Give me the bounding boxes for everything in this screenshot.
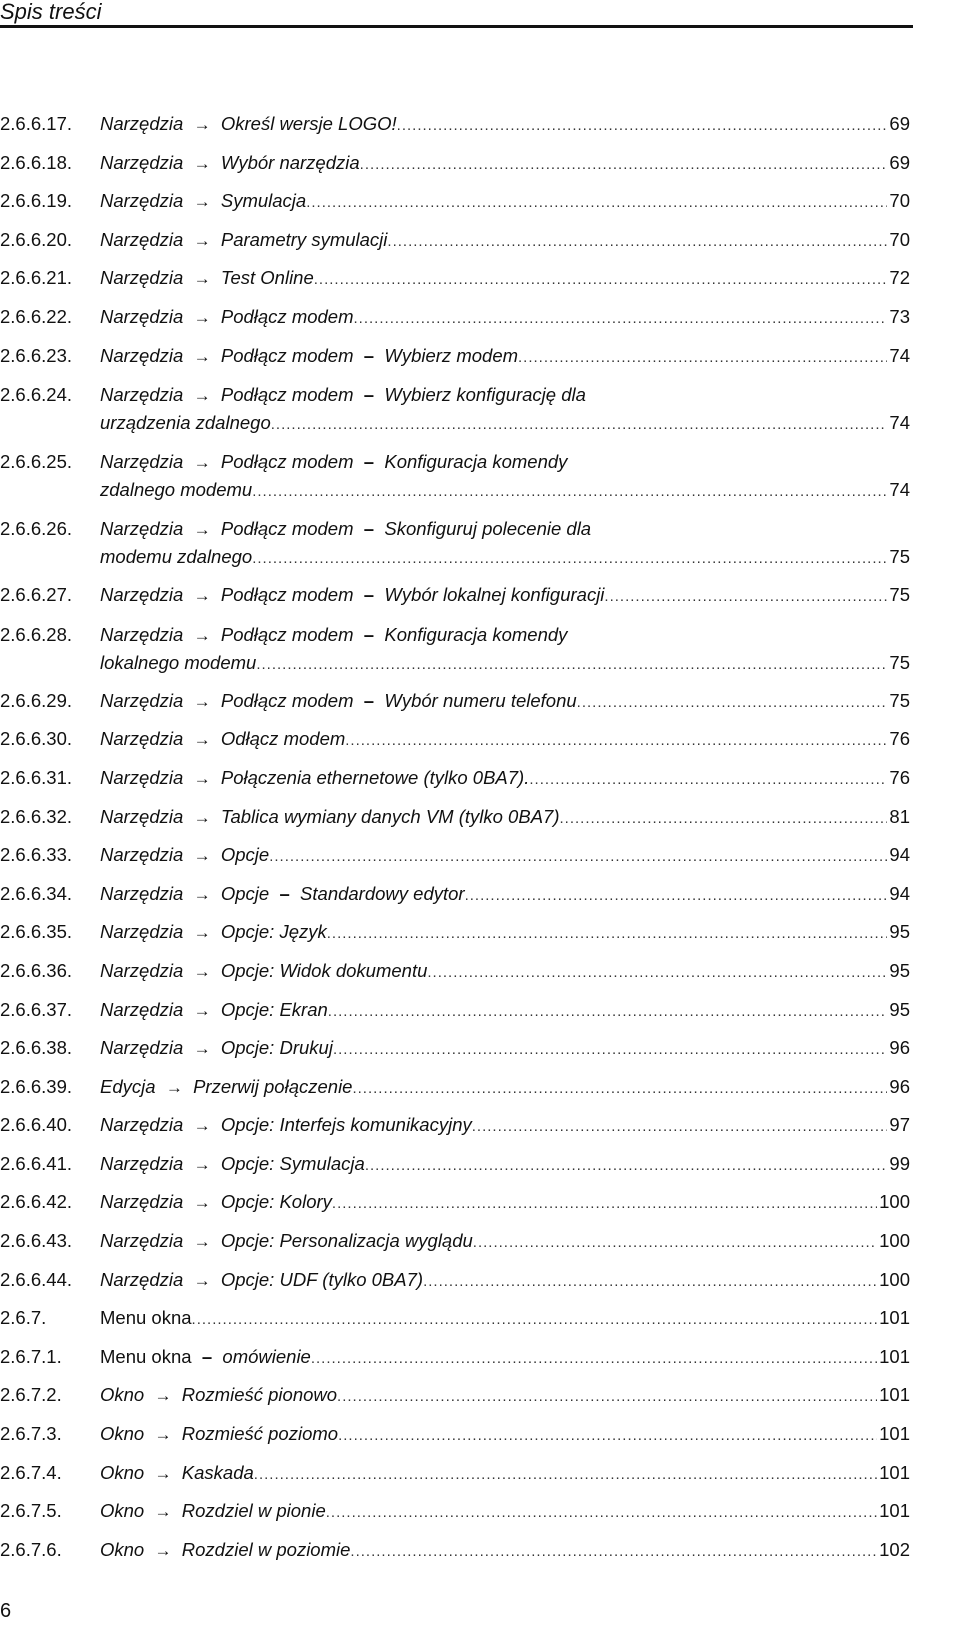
arrow-right-icon: → — [193, 520, 211, 540]
dot-leader — [271, 411, 888, 438]
header-divider — [0, 25, 913, 28]
dot-leader — [326, 1495, 877, 1532]
toc-entry[interactable] — [0, 1030, 910, 1069]
dot-leader — [518, 340, 887, 377]
toc-entry-text: Narzędzia — [100, 1152, 184, 1174]
toc-entry[interactable] — [0, 1300, 910, 1339]
toc-entry[interactable] — [0, 1339, 910, 1378]
toc-entry-number: 2.6.7.5. — [0, 1500, 62, 1522]
toc-entry-page: 73 — [889, 305, 910, 327]
toc-entry-page: 95 — [889, 959, 910, 981]
toc-entry[interactable] — [0, 1455, 910, 1494]
dot-leader — [473, 1225, 877, 1262]
dot-leader — [350, 1534, 877, 1571]
toc-entry-page: 94 — [889, 844, 910, 866]
arrow-right-icon: → — [154, 1425, 172, 1445]
toc-entry-page: 69 — [889, 113, 910, 134]
toc-entry[interactable] — [0, 1377, 910, 1416]
dash-separator: – — [279, 882, 290, 904]
dash-separator: – — [201, 1345, 213, 1367]
dot-leader — [604, 579, 887, 616]
arrow-right-icon: → — [193, 1154, 211, 1174]
arrow-right-icon: → — [193, 1193, 211, 1213]
arrow-right-icon: → — [193, 961, 211, 981]
dot-leader — [252, 478, 887, 505]
dot-leader — [256, 651, 887, 678]
toc-entry-number: 2.6.6.22. — [0, 305, 73, 327]
toc-entry-text: Skonfiguruj polecenie dla — [384, 518, 592, 540]
toc-entry-text: Opcje: UDF (tylko 0BA7) — [220, 1268, 424, 1290]
toc-entry-number: 2.6.6.17. — [0, 113, 73, 134]
toc-entry-text: Test Online — [220, 267, 314, 289]
toc-entry-page: 100 — [879, 1191, 910, 1213]
toc-entry-text: Narzędzia — [100, 518, 184, 540]
toc-entry[interactable] — [0, 145, 910, 184]
arrow-right-icon: → — [193, 846, 211, 866]
toc-entry-text: Podłącz modem — [220, 305, 354, 327]
toc-entry-page: 75 — [889, 689, 910, 711]
toc-entry-page: 76 — [889, 766, 910, 788]
toc-entry-page: 97 — [889, 1114, 910, 1136]
toc-entry-text: Narzędzia — [100, 998, 184, 1020]
toc-entry-text: Narzędzia — [100, 451, 184, 473]
toc-entry-number: 2.6.6.35. — [0, 921, 73, 943]
toc-entry-page: 101 — [879, 1345, 910, 1367]
toc-entry-page: 101 — [879, 1500, 910, 1522]
dash-separator: – — [363, 689, 375, 711]
toc-entry-page: 96 — [889, 1037, 910, 1059]
dot-leader — [529, 762, 887, 799]
arrow-right-icon: → — [193, 307, 211, 327]
toc-entry-page: 101 — [879, 1307, 910, 1329]
toc-entry-number: 2.6.6.40. — [0, 1114, 73, 1136]
arrow-right-icon: → — [193, 807, 211, 827]
toc-entry-number: 2.6.6.39. — [0, 1075, 73, 1097]
toc-entry-text: Opcje: Język — [220, 921, 327, 943]
toc-entry-number: 2.6.6.32. — [0, 805, 73, 827]
arrow-right-icon: → — [193, 1116, 211, 1136]
arrow-right-icon: → — [193, 691, 211, 711]
toc-entry-number: 2.6.6.24. — [0, 384, 73, 406]
toc-entry-text: Narzędzia — [100, 1230, 184, 1252]
toc-entry-text: Narzędzia — [100, 267, 184, 289]
dot-leader — [465, 878, 888, 915]
toc-entry-text: Opcje — [220, 844, 270, 866]
toc-entry-text: Narzędzia — [100, 384, 184, 406]
toc-entry-number: 2.6.6.42. — [0, 1191, 73, 1213]
toc-entry-text: Podłącz modem — [220, 689, 354, 711]
toc-entry-page: 102 — [879, 1538, 910, 1560]
toc-entry-page: 74 — [889, 344, 910, 366]
toc-entry-page: 101 — [879, 1384, 910, 1406]
toc-entry-text: Wybierz modem — [384, 344, 519, 366]
toc-entry-text: Wybór narzędzia — [220, 151, 360, 173]
toc-entry-text: Narzędzia — [100, 766, 184, 788]
toc-entry-text: Wybierz konfigurację dla — [384, 384, 586, 406]
toc-entry[interactable] — [0, 953, 910, 992]
toc-entry-number: 2.6.6.41. — [0, 1152, 73, 1174]
toc-entry-text: Narzędzia — [100, 959, 184, 981]
toc-entry-number: 2.6.6.34. — [0, 882, 73, 904]
toc-entry[interactable] — [0, 799, 910, 838]
dash-separator: – — [363, 451, 375, 473]
toc-entry-number: 2.6.7.6. — [0, 1538, 62, 1560]
toc-entry-text: Wybór lokalnej konfiguracji — [384, 584, 605, 606]
dot-leader — [354, 301, 888, 338]
toc-entry-text: Przerwij połączenie — [193, 1075, 353, 1097]
toc-entry[interactable] — [0, 992, 910, 1031]
toc-entry-text: Podłącz modem — [220, 451, 354, 473]
toc-entry[interactable] — [0, 1223, 910, 1262]
arrow-right-icon: → — [193, 453, 211, 473]
toc-entry-number: 2.6.6.29. — [0, 689, 73, 711]
toc-entry-page: 74 — [889, 479, 910, 501]
arrow-right-icon: → — [193, 586, 211, 606]
toc-entry-page: 100 — [879, 1268, 910, 1290]
toc-entry[interactable] — [0, 106, 910, 145]
dot-leader — [337, 1379, 877, 1416]
toc-entry-number: 2.6.6.37. — [0, 998, 73, 1020]
arrow-right-icon: → — [193, 768, 211, 788]
toc-entry-text: Parametry symulacji — [220, 228, 388, 250]
toc-entry-page: 75 — [889, 546, 910, 568]
toc-entry-text: Narzędzia — [100, 1037, 184, 1059]
toc-entry-number: 2.6.7.4. — [0, 1461, 62, 1483]
toc-entry-number: 2.6.7.1. — [0, 1345, 62, 1367]
toc-entry-text: Narzędzia — [100, 805, 184, 827]
toc-entry[interactable] — [0, 1146, 910, 1185]
toc-entry-text: Narzędzia — [100, 113, 184, 134]
toc-entry-number: 2.6.6.30. — [0, 728, 73, 750]
toc-entry-number: 2.6.6.20. — [0, 228, 73, 250]
toc-entry[interactable] — [0, 222, 910, 261]
arrow-right-icon: → — [154, 1386, 172, 1406]
toc-entry[interactable] — [0, 577, 910, 616]
toc-entry-text: Narzędzia — [100, 1191, 184, 1213]
toc-entry-page: 100 — [879, 1230, 910, 1252]
dot-leader — [352, 1071, 887, 1108]
toc-entry-page: 81 — [889, 805, 910, 827]
table-of-contents — [0, 106, 910, 1570]
toc-entry-text: Rozmieść poziomo — [181, 1423, 339, 1445]
toc-entry-page: 95 — [889, 921, 910, 943]
toc-entry-text: Określ wersje LOGO! — [220, 113, 397, 134]
toc-entry-text: Tablica wymiany danych VM (tylko 0BA7) — [220, 805, 560, 827]
arrow-right-icon: → — [193, 923, 211, 943]
toc-entry-number: 2.6.7.3. — [0, 1423, 62, 1445]
toc-entry-text: Podłącz modem — [220, 623, 354, 645]
arrow-right-icon: → — [193, 269, 211, 289]
dot-leader — [423, 1264, 877, 1301]
arrow-right-icon: → — [193, 192, 211, 212]
dot-leader — [252, 545, 887, 572]
page-number: 6 — [0, 1600, 12, 1622]
toc-entry-text: Podłącz modem — [220, 584, 354, 606]
toc-entry-number: 2.6.6.44. — [0, 1268, 73, 1290]
toc-entry-number: 2.6.6.25. — [0, 451, 73, 473]
toc-entry-continuation: lokalnego modemu — [100, 651, 257, 673]
dot-leader — [360, 147, 888, 184]
toc-entry-page: 69 — [889, 151, 910, 173]
arrow-right-icon: → — [193, 346, 211, 366]
page-header-title: Spis treści — [0, 0, 102, 24]
toc-entry-page: 101 — [879, 1461, 910, 1483]
toc-entry-text: Narzędzia — [100, 921, 184, 943]
dot-leader — [328, 994, 888, 1031]
toc-entry-text: Okno — [100, 1538, 145, 1560]
dot-leader — [338, 1418, 877, 1455]
toc-entry-text: Opcje: Personalizacja wyglądu — [220, 1230, 473, 1252]
toc-entry-text: Podłącz modem — [220, 384, 354, 406]
arrow-right-icon: → — [154, 1502, 172, 1522]
toc-entry[interactable] — [0, 1262, 910, 1301]
toc-entry-text: Narzędzia — [100, 623, 184, 645]
toc-entry-text: Rozmieść pionowo — [181, 1384, 338, 1406]
toc-entry-continuation: zdalnego modemu — [100, 479, 253, 501]
toc-entry-text: Wybór numeru telefonu — [384, 689, 577, 711]
toc-entry-text: Opcje: Interfejs komunikacyjny — [220, 1114, 472, 1136]
toc-entry-text: Menu okna — [100, 1307, 192, 1329]
toc-entry[interactable] — [0, 1493, 910, 1532]
toc-entry[interactable] — [0, 376, 910, 443]
dot-leader — [427, 955, 887, 992]
toc-entry-page: 70 — [889, 190, 910, 212]
arrow-right-icon: → — [193, 1232, 211, 1252]
arrow-right-icon: → — [193, 153, 211, 173]
toc-entry-text: Narzędzia — [100, 584, 184, 606]
toc-entry-continuation: urządzenia zdalnego — [100, 412, 271, 434]
toc-entry-text: omówienie — [222, 1345, 311, 1367]
dot-leader — [577, 685, 888, 722]
dot-leader — [269, 839, 887, 876]
toc-entry[interactable] — [0, 1532, 910, 1571]
arrow-right-icon: → — [193, 1039, 211, 1059]
toc-entry-text: Opcje: Drukuj — [220, 1037, 333, 1059]
dot-leader — [254, 1457, 877, 1494]
toc-entry-number: 2.6.6.19. — [0, 190, 73, 212]
dot-leader — [332, 1186, 877, 1223]
arrow-right-icon: → — [193, 625, 211, 645]
toc-entry-page: 75 — [889, 651, 910, 673]
toc-entry-text: Okno — [100, 1500, 145, 1522]
toc-entry-number: 2.6.6.27. — [0, 584, 73, 606]
toc-entry-text: Narzędzia — [100, 228, 184, 250]
toc-entry-page: 95 — [889, 998, 910, 1020]
toc-entry-page: 75 — [889, 584, 910, 606]
toc-entry-text: Narzędzia — [100, 689, 184, 711]
toc-entry[interactable] — [0, 260, 910, 299]
toc-entry-text: Narzędzia — [100, 190, 184, 212]
dot-leader — [559, 801, 887, 838]
toc-entry-number: 2.6.6.43. — [0, 1230, 73, 1252]
toc-entry-number: 2.6.6.28. — [0, 623, 73, 645]
dot-leader — [327, 916, 888, 953]
toc-entry-text: Rozdziel w pionie — [181, 1500, 326, 1522]
toc-entry-text: Opcje: Ekran — [220, 998, 328, 1020]
toc-entry-number: 2.6.7. — [0, 1307, 47, 1329]
toc-entry-text: Kaskada — [181, 1461, 254, 1483]
toc-entry-text: Narzędzia — [100, 882, 184, 904]
toc-entry-number: 2.6.6.26. — [0, 518, 73, 540]
toc-entry-number: 2.6.6.33. — [0, 844, 73, 866]
toc-entry[interactable] — [0, 1069, 910, 1108]
toc-entry-page: 94 — [889, 882, 910, 904]
toc-entry-text: Rozdziel w poziomie — [181, 1538, 351, 1560]
toc-entry[interactable] — [0, 876, 910, 915]
toc-entry[interactable] — [0, 299, 910, 338]
toc-entry-number: 2.6.6.36. — [0, 959, 73, 981]
toc-entry[interactable] — [0, 1107, 910, 1146]
toc-entry-text: Okno — [100, 1461, 145, 1483]
toc-entry-page: 99 — [889, 1152, 910, 1174]
toc-entry-number: 2.6.6.31. — [0, 766, 73, 788]
dot-leader — [311, 1341, 877, 1378]
toc-entry[interactable] — [0, 721, 910, 760]
arrow-right-icon: → — [154, 1463, 172, 1483]
arrow-right-icon: → — [193, 230, 211, 250]
toc-entry-page: 74 — [889, 412, 910, 434]
toc-entry-text: Narzędzia — [100, 844, 184, 866]
toc-entry-text: Okno — [100, 1423, 145, 1445]
toc-entry[interactable] — [0, 1184, 910, 1223]
dot-leader — [306, 185, 887, 222]
dot-leader — [192, 1302, 878, 1339]
arrow-right-icon: → — [193, 115, 211, 134]
toc-entry-page: 70 — [889, 228, 910, 250]
dash-separator: – — [363, 384, 375, 406]
toc-entry-page: 72 — [889, 267, 910, 289]
dot-leader — [397, 108, 888, 145]
arrow-right-icon: → — [193, 1000, 211, 1020]
toc-entry-text: Podłącz modem — [220, 518, 354, 540]
toc-entry[interactable] — [0, 338, 910, 377]
dot-leader — [472, 1109, 888, 1146]
toc-entry[interactable] — [0, 683, 910, 722]
toc-entry-page: 96 — [889, 1075, 910, 1097]
toc-entry-number: 2.6.6.21. — [0, 267, 73, 289]
toc-entry-text: Narzędzia — [100, 1268, 184, 1290]
dot-leader — [365, 1148, 888, 1185]
toc-entry-continuation: modemu zdalnego — [100, 546, 253, 568]
dot-leader — [314, 262, 888, 299]
toc-entry[interactable] — [0, 616, 910, 683]
arrow-right-icon: → — [193, 1270, 211, 1290]
toc-entry-page: 76 — [889, 728, 910, 750]
toc-entry-text: Narzędzia — [100, 344, 184, 366]
arrow-right-icon: → — [193, 386, 211, 406]
toc-entry-page: 101 — [879, 1423, 910, 1445]
toc-entry-text: Konfiguracja komendy — [384, 623, 568, 645]
toc-entry-number: 2.6.7.2. — [0, 1384, 62, 1406]
toc-entry-text: Narzędzia — [100, 1114, 184, 1136]
arrow-right-icon: → — [154, 1540, 172, 1560]
toc-entry-text: Opcje: Kolory — [220, 1191, 332, 1213]
dot-leader — [333, 1032, 887, 1069]
toc-entry-text: Symulacja — [220, 190, 307, 212]
toc-entry-text: Narzędzia — [100, 305, 184, 327]
toc-entry[interactable] — [0, 443, 910, 510]
toc-entry-text: Narzędzia — [100, 728, 184, 750]
toc-entry-text: Okno — [100, 1384, 145, 1406]
toc-entry[interactable] — [0, 914, 910, 953]
dash-separator: – — [363, 584, 375, 606]
toc-entry[interactable] — [0, 1416, 910, 1455]
arrow-right-icon: → — [165, 1077, 183, 1097]
toc-entry-text: Połączenia ethernetowe (tylko 0BA7). — [220, 766, 530, 788]
toc-entry-text: Podłącz modem — [220, 344, 354, 366]
toc-entry-text: Narzędzia — [100, 151, 184, 173]
dot-leader — [387, 224, 887, 261]
arrow-right-icon: → — [193, 730, 211, 750]
toc-entry-number: 2.6.6.38. — [0, 1037, 73, 1059]
toc-entry[interactable] — [0, 510, 910, 577]
dot-leader — [345, 723, 887, 760]
toc-entry[interactable] — [0, 183, 910, 222]
toc-entry-text: Odłącz modem — [220, 728, 346, 750]
toc-entry-text: Opcje — [220, 882, 270, 904]
toc-entry-text: Menu okna — [100, 1345, 192, 1367]
toc-entry[interactable] — [0, 837, 910, 876]
toc-entry-number: 2.6.6.23. — [0, 344, 73, 366]
toc-entry-text: Standardowy edytor — [300, 882, 465, 904]
dash-separator: – — [363, 623, 375, 645]
dash-separator: – — [363, 344, 375, 366]
arrow-right-icon: → — [193, 884, 211, 904]
toc-entry-text: Opcje: Widok dokumentu — [220, 959, 428, 981]
toc-entry-text: Konfiguracja komendy — [384, 451, 568, 473]
toc-entry-text: Edycja — [100, 1075, 156, 1097]
toc-entry[interactable] — [0, 760, 910, 799]
toc-entry-number: 2.6.6.18. — [0, 151, 73, 173]
dash-separator: – — [363, 518, 375, 540]
toc-entry-text: Opcje: Symulacja — [220, 1152, 365, 1174]
